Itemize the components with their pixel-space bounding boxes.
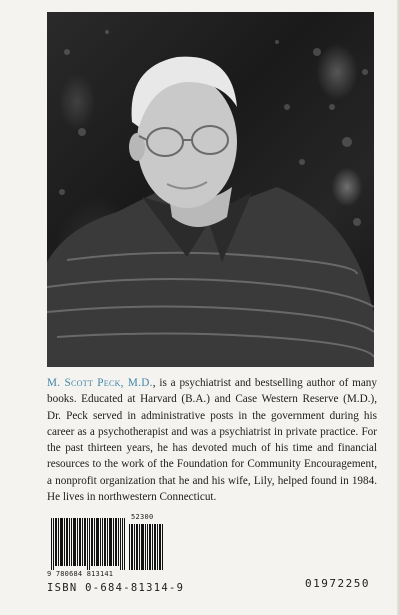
barcode-main-bars — [51, 518, 125, 570]
author-bio — [47, 375, 377, 505]
stock-number: 01972250 — [305, 577, 370, 590]
barcode-ean-number: 9 780684 813141 — [47, 570, 114, 578]
author-bio-text: , is a psychiatrist and bestselling author of many books. Educated at Harvard (B.A.) and Case Western Reserve (M.D.), Dr. Peck served in administrative posts in the government during his career as a psychotherapist and was a psychiatrist in private practice. For the past thirteen years, he has devoted much of his time and financial resources to the work of the Foundation for Community Encouragement, a nonprofit organization that he and his wife, Lily, helped found in 1984. He lives in northwestern Connecticut. — [47, 377, 377, 504]
author-photo — [47, 12, 374, 367]
author-name: M. Scott Peck, M.D. — [47, 377, 153, 389]
barcode-addon-number: 52300 — [131, 513, 154, 521]
isbn-number: ISBN 0-684-81314-9 — [47, 582, 185, 594]
author-portrait-illustration — [47, 12, 374, 367]
barcode-addon-bars — [129, 524, 163, 570]
